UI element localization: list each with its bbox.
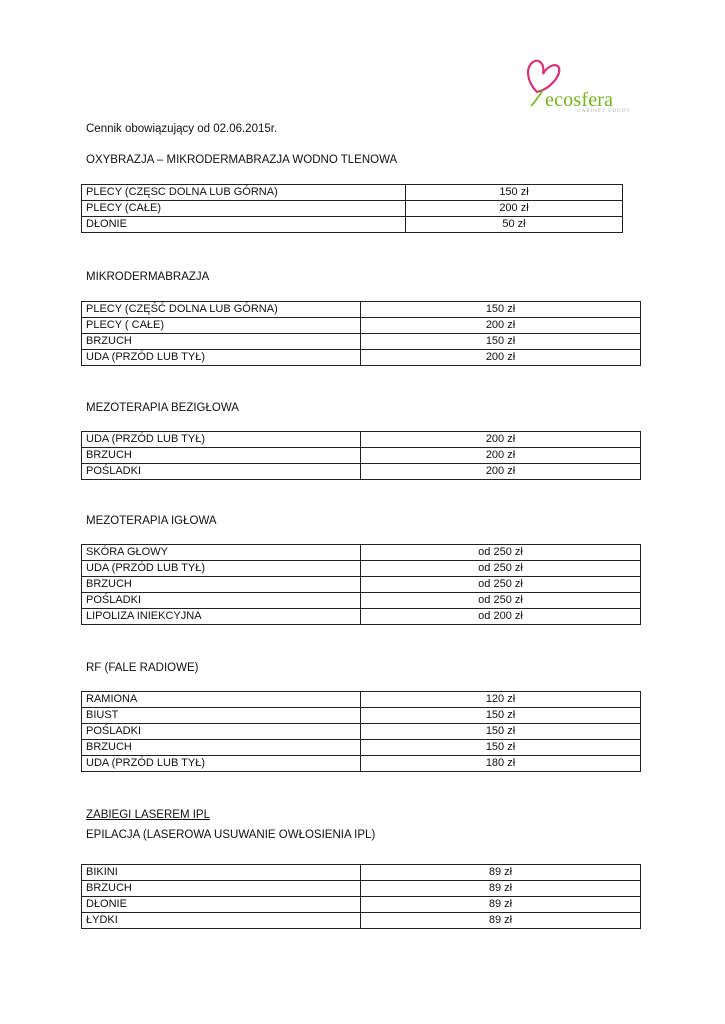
treatment-price: 150 zł — [361, 740, 641, 756]
treatment-name: DŁONIE — [82, 897, 361, 913]
table-row — [82, 302, 641, 318]
price-table — [81, 184, 623, 233]
table-row — [82, 464, 641, 480]
treatment-price: 89 zł — [361, 897, 641, 913]
treatment-name: DŁONIE — [82, 217, 406, 233]
treatment-price: 200 zł — [361, 318, 641, 334]
treatment-price: od 250 zł — [361, 593, 641, 609]
table-row — [82, 448, 641, 464]
table-row — [82, 577, 641, 593]
table-row — [82, 724, 641, 740]
treatment-name: ŁYDKI — [82, 913, 361, 929]
price-table — [81, 301, 641, 366]
treatment-name: POŚLADKI — [82, 464, 361, 480]
table-row — [82, 756, 641, 772]
treatment-name: UDA (PRZÓD LUB TYŁ) — [82, 561, 361, 577]
treatment-name: POŚLADKI — [82, 593, 361, 609]
treatment-price: 150 zł — [361, 724, 641, 740]
valid-from-text: Cennik obowiązujący od 02.06.2015r. — [86, 123, 278, 135]
treatment-price: 200 zł — [361, 464, 641, 480]
table-row — [82, 609, 641, 625]
treatment-name: PLECY (CAŁE) — [82, 201, 406, 217]
treatment-price: od 250 zł — [361, 545, 641, 561]
table-row — [82, 350, 641, 366]
logo-tagline: GABINET URODY — [577, 109, 631, 114]
treatment-price: 150 zł — [361, 334, 641, 350]
table-row — [82, 561, 641, 577]
treatment-name: SKÓRA GŁOWY — [82, 545, 361, 561]
treatment-price: od 200 zł — [361, 609, 641, 625]
table-row — [82, 318, 641, 334]
treatment-name: BRZUCH — [82, 577, 361, 593]
logo-brand-name: ecosfera — [545, 89, 614, 111]
treatment-price: 89 zł — [361, 865, 641, 881]
section-title: MEZOTERAPIA IGŁOWA — [86, 515, 217, 527]
table-row — [82, 432, 641, 448]
treatment-name: RAMIONA — [82, 692, 361, 708]
treatment-name: BRZUCH — [82, 334, 361, 350]
treatment-price: 150 zł — [361, 302, 641, 318]
table-row — [82, 692, 641, 708]
treatment-name: BIKINI — [82, 865, 361, 881]
table-row — [82, 865, 641, 881]
section-title: RF (FALE RADIOWE) — [86, 662, 199, 674]
treatment-price: 200 zł — [406, 201, 623, 217]
table-row — [82, 897, 641, 913]
price-table — [81, 431, 641, 480]
table-row — [82, 217, 623, 233]
treatment-price: 180 zł — [361, 756, 641, 772]
table-row — [82, 201, 623, 217]
price-table — [81, 864, 641, 929]
section-title: MIKRODERMABRAZJA — [86, 271, 210, 283]
treatment-name: BIUST — [82, 708, 361, 724]
treatment-name: LIPOLIZA INIEKCYJNA — [82, 609, 361, 625]
table-row — [82, 185, 623, 201]
section-title: MEZOTERAPIA BEZIGŁOWA — [86, 402, 239, 414]
treatment-name: PLECY (CZĘSC DOLNA LUB GÓRNA) — [82, 185, 406, 201]
treatment-name: UDA (PRZÓD LUB TYŁ) — [82, 350, 361, 366]
treatment-price: 150 zł — [406, 185, 623, 201]
treatment-price: 120 zł — [361, 692, 641, 708]
treatment-name: BRZUCH — [82, 448, 361, 464]
treatment-price: od 250 zł — [361, 577, 641, 593]
treatment-price: 89 zł — [361, 913, 641, 929]
section-title: OXYBRAZJA – MIKRODERMABRAZJA WODNO TLENOWA — [86, 154, 398, 166]
price-table — [81, 544, 641, 625]
treatment-name: POŚLADKI — [82, 724, 361, 740]
table-row — [82, 593, 641, 609]
treatment-name: BRZUCH — [82, 881, 361, 897]
section-subtitle: EPILACJA (LASEROWA USUWANIE OWŁOSIENIA IPL) — [86, 829, 376, 841]
table-row — [82, 708, 641, 724]
treatment-price: 50 zł — [406, 217, 623, 233]
treatment-price: 89 zł — [361, 881, 641, 897]
table-row — [82, 913, 641, 929]
table-row — [82, 881, 641, 897]
treatment-price: 200 zł — [361, 432, 641, 448]
table-row — [82, 334, 641, 350]
treatment-name: BRZUCH — [82, 740, 361, 756]
treatment-price: 150 zł — [361, 708, 641, 724]
treatment-name: UDA (PRZÓD LUB TYŁ) — [82, 432, 361, 448]
treatment-name: PLECY ( CAŁE) — [82, 318, 361, 334]
treatment-price: od 250 zł — [361, 561, 641, 577]
table-row — [82, 545, 641, 561]
treatment-name: UDA (PRZÓD LUB TYŁ) — [82, 756, 361, 772]
table-row — [82, 740, 641, 756]
treatment-name: PLECY (CZĘŚĆ DOLNA LUB GÓRNA) — [82, 302, 361, 318]
section-title: ZABIEGI LASEREM IPL — [86, 809, 210, 821]
price-table — [81, 691, 641, 772]
treatment-price: 200 zł — [361, 350, 641, 366]
treatment-price: 200 zł — [361, 448, 641, 464]
